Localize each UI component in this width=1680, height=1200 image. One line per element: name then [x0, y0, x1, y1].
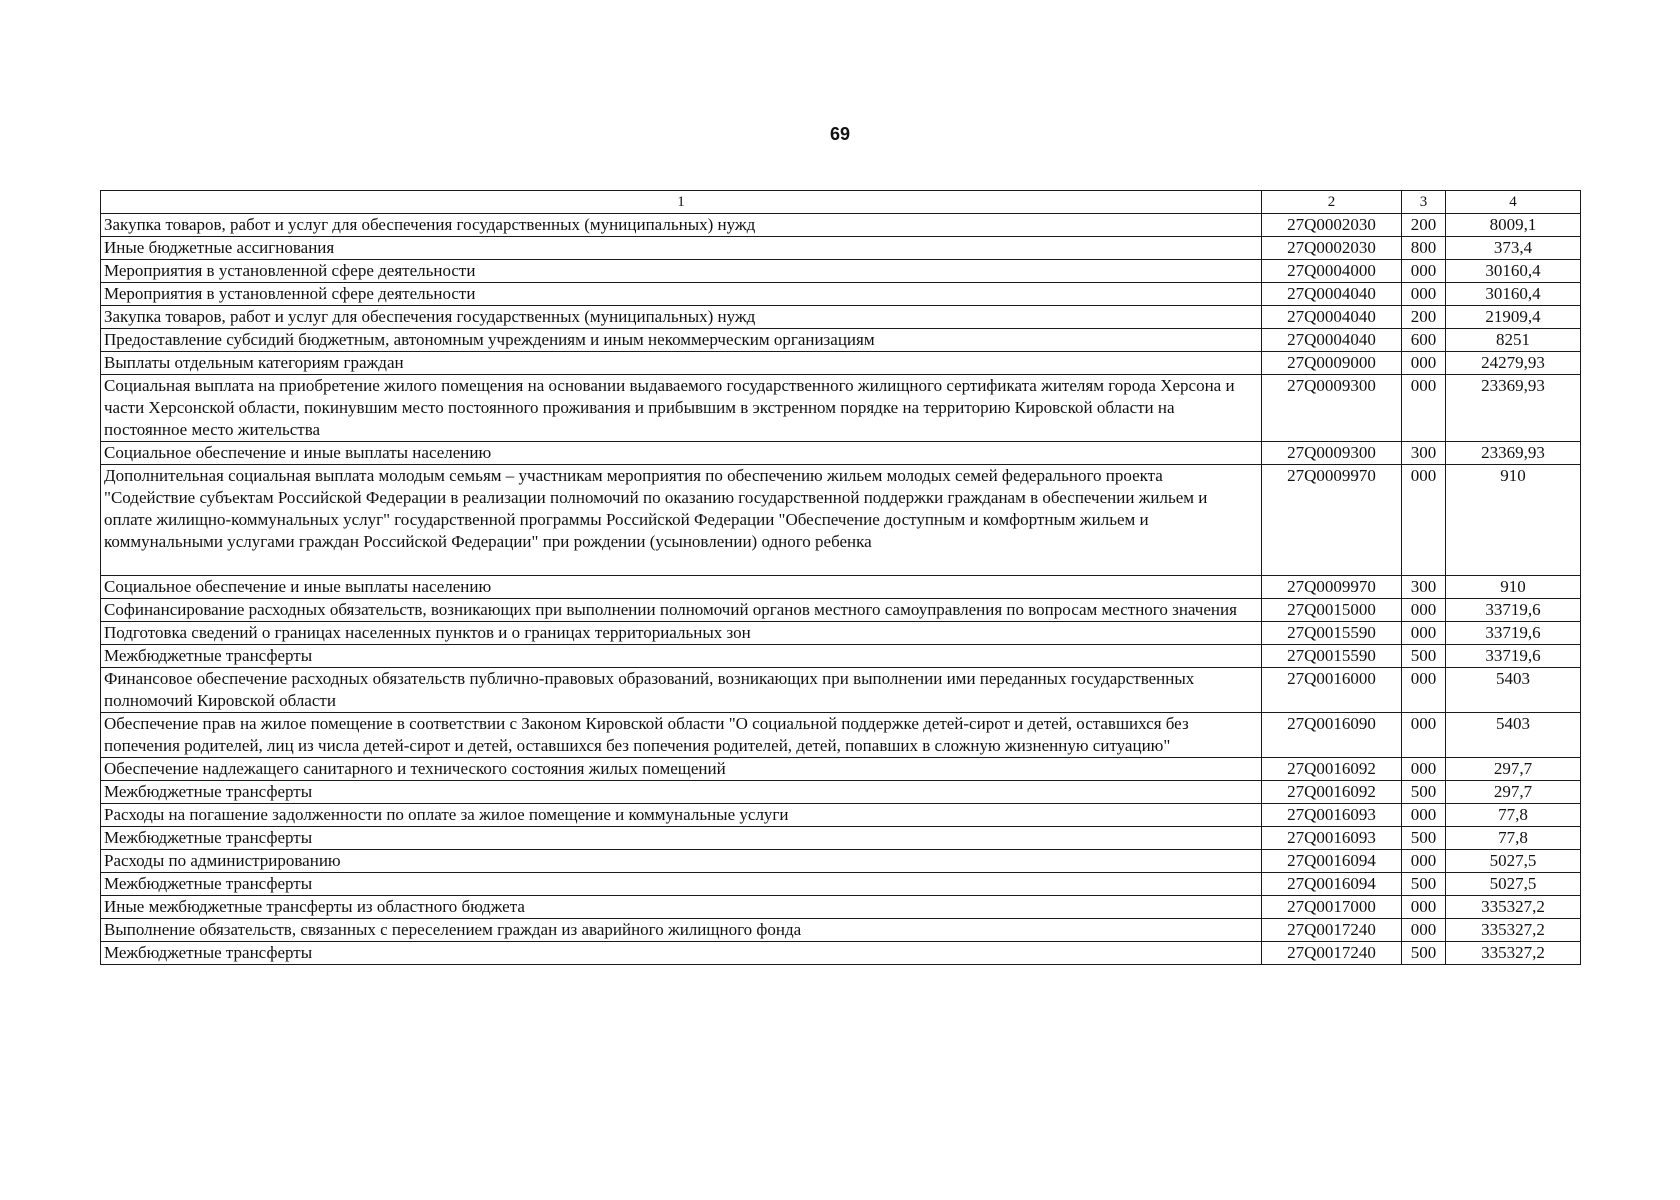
row-type: 000 [1402, 375, 1446, 442]
row-name: Межбюджетные трансферты [101, 942, 1262, 965]
row-code: 27Q0015000 [1262, 599, 1402, 622]
table-row [101, 237, 1581, 260]
row-type: 200 [1402, 306, 1446, 329]
table-row [101, 645, 1581, 668]
row-code: 27Q0002030 [1262, 214, 1402, 237]
table-header-row [101, 191, 1581, 214]
row-type: 500 [1402, 873, 1446, 896]
row-code: 27Q0002030 [1262, 237, 1402, 260]
row-type: 000 [1402, 599, 1446, 622]
row-code: 27Q0016090 [1262, 713, 1402, 758]
row-type: 000 [1402, 919, 1446, 942]
table-row [101, 827, 1581, 850]
row-name: Мероприятия в установленной сфере деятельности [101, 283, 1262, 306]
row-sum: 373,4 [1446, 237, 1581, 260]
row-code: 27Q0016000 [1262, 668, 1402, 713]
row-sum: 5403 [1446, 713, 1581, 758]
row-name: Социальное обеспечение и иные выплаты населению [101, 576, 1262, 599]
row-sum: 77,8 [1446, 804, 1581, 827]
table-row [101, 465, 1581, 576]
row-code: 27Q0004040 [1262, 306, 1402, 329]
row-sum: 30160,4 [1446, 260, 1581, 283]
table-row [101, 214, 1581, 237]
row-code: 27Q0009300 [1262, 442, 1402, 465]
row-code: 27Q0009000 [1262, 352, 1402, 375]
row-sum: 335327,2 [1446, 942, 1581, 965]
row-type: 800 [1402, 237, 1446, 260]
row-name: Софинансирование расходных обязательств, возникающих при выполнении полномочий органов местного самоуправления по вопросам местного значения [101, 599, 1262, 622]
row-sum: 5027,5 [1446, 873, 1581, 896]
table-row [101, 599, 1581, 622]
row-code: 27Q0009970 [1262, 576, 1402, 599]
row-type: 000 [1402, 896, 1446, 919]
header-col-1: 1 [101, 191, 1262, 214]
row-type: 500 [1402, 942, 1446, 965]
table-row [101, 942, 1581, 965]
row-type: 000 [1402, 283, 1446, 306]
row-name: Обеспечение прав на жилое помещение в соответствии с Законом Кировской области "О социальной поддержке детей-сирот и детей, оставшихся без попечения родителей, лиц из числа детей-сирот и детей, оставшихся без попечения родителей, детей, попавших в сложную жизненную ситуацию" [101, 713, 1262, 758]
row-type: 000 [1402, 622, 1446, 645]
row-code: 27Q0016093 [1262, 827, 1402, 850]
row-name: Социальная выплата на приобретение жилого помещения на основании выдаваемого государственного жилищного сертификата жителям города Херсона и части Херсонской области, покинувшим место постоянного проживания и прибывшим в экстренном порядке на территорию Кировской области на постоянное место жительства [101, 375, 1262, 442]
row-sum: 77,8 [1446, 827, 1581, 850]
row-code: 27Q0017000 [1262, 896, 1402, 919]
row-type: 000 [1402, 352, 1446, 375]
header-col-2: 2 [1262, 191, 1402, 214]
row-code: 27Q0009970 [1262, 465, 1402, 576]
table-row [101, 260, 1581, 283]
row-name: Мероприятия в установленной сфере деятельности [101, 260, 1262, 283]
table-row [101, 329, 1581, 352]
row-sum: 910 [1446, 576, 1581, 599]
header-col-4: 4 [1446, 191, 1581, 214]
row-name: Межбюджетные трансферты [101, 781, 1262, 804]
row-code: 27Q0017240 [1262, 942, 1402, 965]
row-code: 27Q0016093 [1262, 804, 1402, 827]
row-code: 27Q0004040 [1262, 283, 1402, 306]
row-code: 27Q0016092 [1262, 781, 1402, 804]
row-name: Выполнение обязательств, связанных с переселением граждан из аварийного жилищного фонда [101, 919, 1262, 942]
row-sum: 8251 [1446, 329, 1581, 352]
table-row [101, 622, 1581, 645]
table-row [101, 781, 1581, 804]
row-name: Подготовка сведений о границах населенных пунктов и о границах территориальных зон [101, 622, 1262, 645]
row-type: 300 [1402, 442, 1446, 465]
row-type: 200 [1402, 214, 1446, 237]
row-sum: 24279,93 [1446, 352, 1581, 375]
table-row [101, 576, 1581, 599]
row-type: 500 [1402, 645, 1446, 668]
row-sum: 33719,6 [1446, 622, 1581, 645]
table-row [101, 850, 1581, 873]
row-sum: 8009,1 [1446, 214, 1581, 237]
row-code: 27Q0004000 [1262, 260, 1402, 283]
row-type: 000 [1402, 713, 1446, 758]
table-row [101, 896, 1581, 919]
row-type: 000 [1402, 465, 1446, 576]
row-type: 500 [1402, 781, 1446, 804]
table-row [101, 352, 1581, 375]
row-type: 000 [1402, 668, 1446, 713]
table-row [101, 283, 1581, 306]
row-name: Закупка товаров, работ и услуг для обеспечения государственных (муниципальных) нужд [101, 214, 1262, 237]
table-row [101, 668, 1581, 713]
budget-table [100, 190, 1581, 965]
row-sum: 297,7 [1446, 758, 1581, 781]
row-type: 600 [1402, 329, 1446, 352]
page-number: 69 [829, 124, 851, 144]
row-sum: 23369,93 [1446, 375, 1581, 442]
row-sum: 910 [1446, 465, 1581, 576]
row-name: Межбюджетные трансферты [101, 645, 1262, 668]
row-type: 500 [1402, 827, 1446, 850]
row-name: Закупка товаров, работ и услуг для обеспечения государственных (муниципальных) нужд [101, 306, 1262, 329]
row-sum: 33719,6 [1446, 599, 1581, 622]
row-type: 300 [1402, 576, 1446, 599]
table-row [101, 713, 1581, 758]
row-name: Выплаты отдельным категориям граждан [101, 352, 1262, 375]
row-sum: 5403 [1446, 668, 1581, 713]
row-name: Социальное обеспечение и иные выплаты населению [101, 442, 1262, 465]
row-code: 27Q0017240 [1262, 919, 1402, 942]
row-name: Иные бюджетные ассигнования [101, 237, 1262, 260]
row-name: Обеспечение надлежащего санитарного и технического состояния жилых помещений [101, 758, 1262, 781]
row-sum: 335327,2 [1446, 896, 1581, 919]
row-type: 000 [1402, 758, 1446, 781]
row-type: 000 [1402, 804, 1446, 827]
row-code: 27Q0016094 [1262, 850, 1402, 873]
table-row [101, 804, 1581, 827]
row-name: Финансовое обеспечение расходных обязательств публично-правовых образований, возникающих при выполнении ими переданных государственных полномочий Кировской области [101, 668, 1262, 713]
row-name: Предоставление субсидий бюджетным, автономным учреждениям и иным некоммерческим организациям [101, 329, 1262, 352]
row-sum: 5027,5 [1446, 850, 1581, 873]
row-sum: 23369,93 [1446, 442, 1581, 465]
header-col-3: 3 [1402, 191, 1446, 214]
row-name: Иные межбюджетные трансферты из областного бюджета [101, 896, 1262, 919]
row-name: Межбюджетные трансферты [101, 827, 1262, 850]
table-row [101, 919, 1581, 942]
row-name: Расходы на погашение задолженности по оплате за жилое помещение и коммунальные услуги [101, 804, 1262, 827]
row-type: 000 [1402, 850, 1446, 873]
row-name: Дополнительная социальная выплата молодым семьям – участникам мероприятия по обеспечению жильем молодых семей федерального проекта "Содействие субъектам Российской Федерации в реализации полномочий по оказанию государственной поддержки гражданам в обеспечении жильем и оплате жилищно-коммунальных услуг" государственной программы Российской Федерации "Обеспечение доступным и комфортным жильем и коммунальными услугами граждан Российской Федерации" при рождении (усыновлении) одного ребенка [101, 465, 1262, 576]
table-row [101, 873, 1581, 896]
row-sum: 21909,4 [1446, 306, 1581, 329]
row-code: 27Q0015590 [1262, 645, 1402, 668]
table-row [101, 306, 1581, 329]
row-code: 27Q0009300 [1262, 375, 1402, 442]
row-sum: 335327,2 [1446, 919, 1581, 942]
row-name: Расходы по администрированию [101, 850, 1262, 873]
row-code: 27Q0016092 [1262, 758, 1402, 781]
row-code: 27Q0016094 [1262, 873, 1402, 896]
table-row [101, 375, 1581, 442]
row-sum: 30160,4 [1446, 283, 1581, 306]
row-type: 000 [1402, 260, 1446, 283]
row-code: 27Q0015590 [1262, 622, 1402, 645]
table-row [101, 758, 1581, 781]
row-sum: 297,7 [1446, 781, 1581, 804]
row-name: Межбюджетные трансферты [101, 873, 1262, 896]
table-row [101, 442, 1581, 465]
row-sum: 33719,6 [1446, 645, 1581, 668]
row-code: 27Q0004040 [1262, 329, 1402, 352]
